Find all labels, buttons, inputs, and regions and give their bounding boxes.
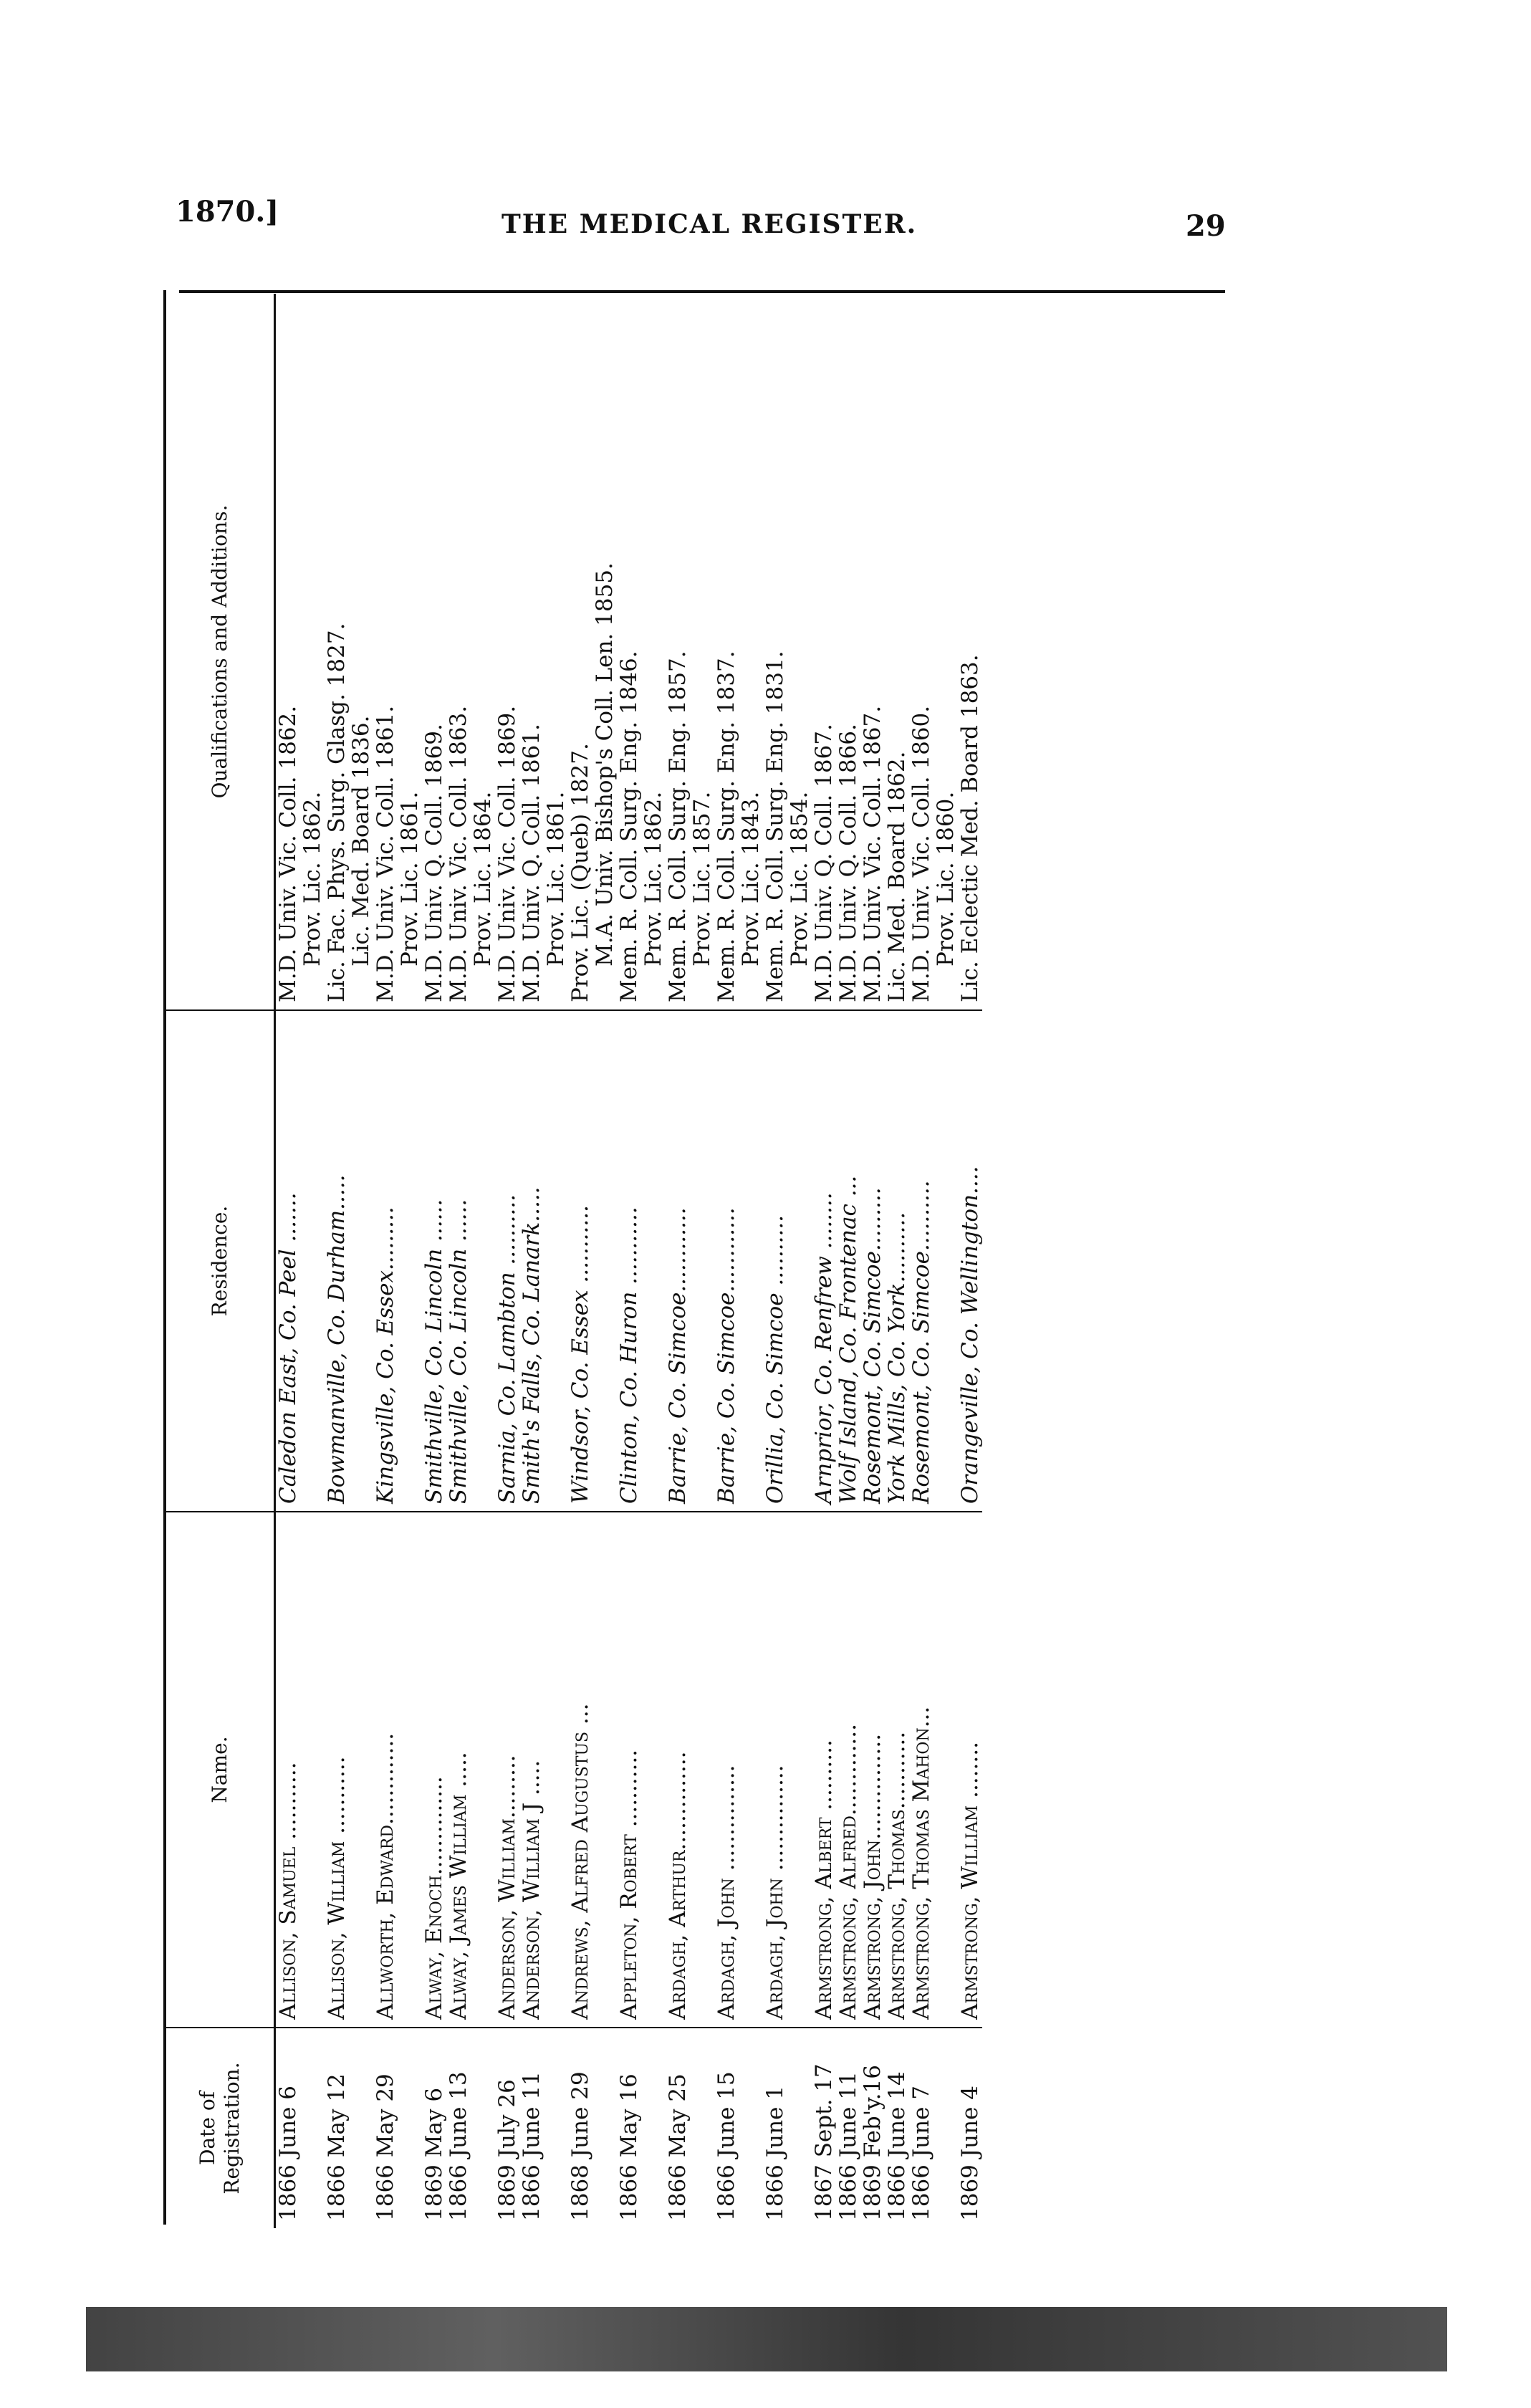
qual-line: Lic. Fac. Phys. Surg. Glasg. 1827. [324, 623, 350, 1002]
cell-qualifications [836, 294, 860, 1010]
table-row [763, 294, 812, 2228]
col-header-name: Name. [166, 1512, 275, 2028]
qual-line: Lic. Med. Board 1862. [884, 751, 910, 1002]
qual-line: Prov. Lic. (Queb) 1827. [567, 743, 593, 1002]
cell-qualifications [325, 294, 373, 1010]
table-row [714, 294, 763, 2228]
table-row [495, 294, 519, 2228]
cell-qualifications [885, 294, 909, 1010]
cell-date: 1866 June 7 [909, 2028, 958, 2228]
cell-qualifications [617, 294, 666, 1010]
table-row [446, 294, 495, 2228]
scan-edge-artifact [86, 2307, 1447, 2371]
cell-date: 1868 June 29 [568, 2028, 617, 2228]
cell-name: Armstrong, Albert .......... [812, 1512, 836, 2028]
qual-line: Prov. Lic. 1861. [397, 791, 423, 966]
qual-line: Lic. Eclectic Med. Board 1863. [957, 654, 983, 1002]
col-header-residence: Residence. [166, 1010, 275, 1512]
cell-name: Armstrong, Thomas........... [885, 1512, 909, 2028]
cell-date: 1866 May 29 [373, 2028, 422, 2228]
cell-residence: Orangeville, Co. Wellington.... [958, 1010, 982, 1512]
qual-line: M.D. Univ. Vic. Coll. 1860. [908, 705, 934, 1002]
table-row [422, 294, 446, 2228]
qual-line: M.D. Univ. Vic. Coll. 1867. [860, 705, 886, 1002]
qual-line: Lic. Med. Board 1836. [348, 715, 374, 966]
cell-name: Anderson, William......... [495, 1512, 519, 2028]
cell-name: Armstrong, Thomas Mahon... [909, 1512, 958, 2028]
table-row [568, 294, 617, 2228]
cell-name: Allworth, Edward............. [373, 1512, 422, 2028]
cell-date: 1867 Sept. 17 [812, 2028, 836, 2228]
cell-name: Alway, James William ..... [446, 1512, 495, 2028]
cell-name: Alway, Enoch.............. [422, 1512, 446, 2028]
cell-date: 1869 May 6 [422, 2028, 446, 2228]
qual-line: Mem. R. Coll. Surg. Eng. 1831. [762, 651, 788, 1002]
table-row [275, 294, 325, 2228]
cell-residence: York Mills, Co. York.......... [885, 1010, 909, 1512]
cell-qualifications [422, 294, 446, 1010]
qual-line: M.D. Univ. Q. Coll. 1861. [519, 724, 544, 1002]
cell-residence: Kingsville, Co. Essex......... [373, 1010, 422, 1512]
table-row [617, 294, 666, 2228]
cell-name: Ardagh, Arthur.............. [666, 1512, 714, 2028]
qual-line: Prov. Lic. 1862. [640, 791, 666, 966]
cell-name: Ardagh, John ............... [714, 1512, 763, 2028]
cell-date: 1866 June 14 [885, 2028, 909, 2228]
cell-date: 1869 July 26 [495, 2028, 519, 2228]
cell-qualifications [860, 294, 885, 1010]
qual-line: Mem. R. Coll. Surg. Eng. 1837. [714, 651, 739, 1002]
qual-line: Prov. Lic. 1860. [933, 791, 959, 966]
qual-line: M.A. Univ. Bishop's Coll. Len. 1855. [592, 562, 618, 966]
cell-residence: Smithville, Co. Lincoln ...... [422, 1010, 446, 1512]
qual-line: M.D. Univ. Q. Coll. 1866. [835, 724, 861, 1002]
cell-qualifications [495, 294, 519, 1010]
cell-qualifications [909, 294, 958, 1010]
cell-residence: Wolf Island, Co. Frontenac ... [836, 1010, 860, 1512]
cell-name: Armstrong, William ........ [958, 1512, 982, 2028]
cell-name: Allison, Samuel ........... [275, 1512, 325, 2028]
top-rule [179, 290, 1225, 293]
table-row [958, 294, 982, 2228]
cell-date: 1866 June 13 [446, 2028, 495, 2228]
qual-line: Prov. Lic. 1857. [689, 791, 715, 966]
qual-line: Mem. R. Coll. Surg. Eng. 1846. [616, 651, 642, 1002]
cell-qualifications [373, 294, 422, 1010]
page-number: 29 [1186, 209, 1226, 243]
cell-residence: Barrie, Co. Simcoe............ [666, 1010, 714, 1512]
table-row [812, 294, 836, 2228]
cell-residence: Smith's Falls, Co. Lanark..... [519, 1010, 568, 1512]
qual-line: Prov. Lic. 1862. [299, 791, 325, 966]
qual-line: M.D. Univ. Q. Coll. 1869. [421, 724, 447, 1002]
cell-residence: Arnprior, Co. Renfrew ........ [812, 1010, 836, 1512]
qual-line: M.D. Univ. Vic. Coll. 1861. [373, 705, 398, 1002]
cell-date: 1866 May 12 [325, 2028, 373, 2228]
cell-qualifications [958, 294, 982, 1010]
qual-line: M.D. Univ. Vic. Coll. 1862. [275, 705, 301, 1002]
cell-residence: Sarnia, Co. Lambton .......... [495, 1010, 519, 1512]
table-row [666, 294, 714, 2228]
cell-qualifications [446, 294, 495, 1010]
table-row [860, 294, 885, 2228]
table-header-row [166, 294, 275, 2228]
cell-residence: Clinton, Co. Huron ........... [617, 1010, 666, 1512]
cell-qualifications [519, 294, 568, 1010]
cell-residence: Windsor, Co. Essex ........... [568, 1010, 617, 1512]
qual-line: Prov. Lic. 1854. [787, 791, 812, 966]
cell-date: 1866 June 11 [836, 2028, 860, 2228]
table-row [519, 294, 568, 2228]
cell-residence: Barrie, Co. Simcoe............ [714, 1010, 763, 1512]
table-row [909, 294, 958, 2228]
table-row [885, 294, 909, 2228]
table-row [836, 294, 860, 2228]
col-header-qualifications: Qualifications and Additions. [166, 294, 275, 1010]
cell-date: 1869 June 4 [958, 2028, 982, 2228]
qual-line: M.D. Univ. Vic. Coll. 1863. [446, 705, 471, 1002]
cell-residence: Caledon East, Co. Peel ....... [275, 1010, 325, 1512]
cell-name: Ardagh, John ............... [763, 1512, 812, 2028]
table-row [373, 294, 422, 2228]
cell-residence: Orillia, Co. Simcoe .......... [763, 1010, 812, 1512]
page-header [0, 188, 1531, 252]
cell-qualifications [714, 294, 763, 1010]
cell-residence: Rosemont, Co. Simcoe.......... [909, 1010, 958, 1512]
qual-line: Prov. Lic. 1864. [470, 791, 496, 966]
cell-residence: Bowmanville, Co. Durham..... [325, 1010, 373, 1512]
qual-line: Prov. Lic. 1861. [543, 791, 569, 966]
header-year: 1870.] [176, 195, 279, 229]
cell-name: Appleton, Robert ........... [617, 1512, 666, 2028]
cell-date: 1866 June 15 [714, 2028, 763, 2228]
cell-name: Anderson, William J ..... [519, 1512, 568, 2028]
cell-qualifications [568, 294, 617, 1010]
qual-line: Prov. Lic. 1843. [738, 791, 764, 966]
qual-line: Mem. R. Coll. Surg. Eng. 1857. [665, 651, 691, 1002]
qual-line: M.D. Univ. Vic. Coll. 1869. [494, 705, 520, 1002]
cell-qualifications [763, 294, 812, 1010]
cell-qualifications [275, 294, 325, 1010]
col-header-date: Date of Registration. [166, 2028, 275, 2228]
qual-line: M.D. Univ. Q. Coll. 1867. [811, 724, 837, 1002]
cell-date: 1866 May 16 [617, 2028, 666, 2228]
cell-residence: Rosemont, Co. Simcoe......... [860, 1010, 885, 1512]
cell-date: 1866 May 25 [666, 2028, 714, 2228]
cell-name: Andrews, Alfred Augustus ... [568, 1512, 617, 2028]
header-title: THE MEDICAL REGISTER. [501, 209, 918, 239]
table-row [325, 294, 373, 2228]
register-table [166, 294, 1227, 2228]
cell-qualifications [812, 294, 836, 1010]
cell-residence: Smithville, Co. Lincoln ...... [446, 1010, 495, 1512]
cell-name: Armstrong, Alfred............. [836, 1512, 860, 2028]
cell-qualifications [666, 294, 714, 1010]
cell-name: Armstrong, John............... [860, 1512, 885, 2028]
cell-date: 1866 June 6 [275, 2028, 325, 2228]
cell-name: Allison, William ........... [325, 1512, 373, 2028]
cell-date: 1866 June 11 [519, 2028, 568, 2228]
cell-date: 1866 June 1 [763, 2028, 812, 2228]
cell-date: 1869 Feb'y.16 [860, 2028, 885, 2228]
